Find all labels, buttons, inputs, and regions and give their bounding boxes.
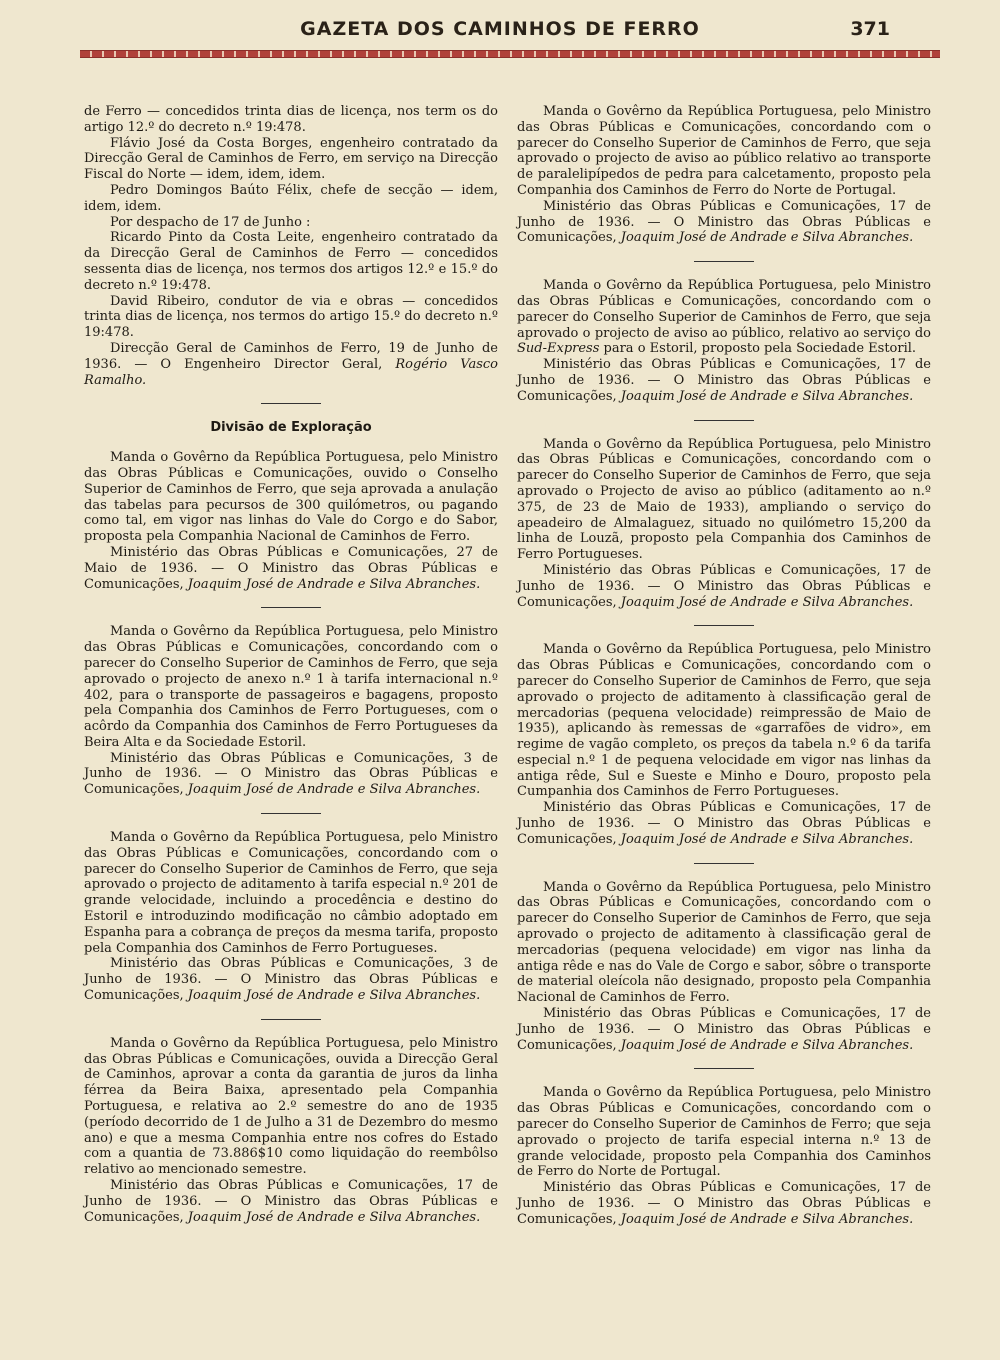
decree-dateline (517, 199, 931, 246)
divider (694, 625, 754, 626)
signature: Rogério Vasco Ramalho. (84, 356, 498, 388)
decree-dateline (517, 563, 931, 610)
decree-paragraph: Manda o Govêrno da República Portuguesa, pelo Ministro das Obras Públicas e Comunicações, concordando com o parecer do Conselho Superior de Caminhos de Ferro, que seja aprovado o Projecto de aviso ao público (aditamento ao n.º 375, de 23 de Maio de 1933), ampliando o serviço do apeadeiro de Almalaguez, situado no quilómetro 15,200 da linha de Louzã, proposto pela Companhia dos Caminhos de Ferro Portugueses. (517, 436, 931, 563)
dateline: Ministério das Obras Públicas e Comunicações, 27 de Maio de 1936. — O Ministro das Obras Públicas e Comunicações, (84, 544, 498, 592)
divider (694, 863, 754, 864)
paragraph: de Ferro — concedidos trinta dias de licença, nos term os do artigo 12.º do decreto n.º 19:478. (84, 104, 498, 135)
decree-paragraph: Manda o Govêrno da República Portuguesa, pelo Ministro das Obras Públicas e Comunicações, ouvida a Direcção Geral de Caminhos, aprovar a conta da garantia de juros da linha férrea da Beira Baixa, apresentado pela Companhia Portuguesa, e relativa ao 2.º semestre do ano de 1935 (período decorrido de 1 de Julho a 31 de Dezembro do mesmo ano) e que a mesma Companhia entre nos cofres do Estado com a quantia de 73.886$10 como liquidação do reembôlso relativo ao mencionado semestre. (84, 1035, 498, 1178)
signature: Joaquim José de Andrade e Silva Abranches. (620, 1211, 914, 1227)
decree-dateline (517, 1006, 931, 1053)
page-number: 371 (850, 18, 890, 40)
divider (694, 420, 754, 421)
decree-text: Manda o Govêrno da República Portuguesa, pelo Ministro das Obras Públicas e Comunicações, concordando com o parecer do Conselho Superior de Caminhos de Ferro, que seja aprovado o projecto de aviso ao público, relativo ao serviço do (517, 278, 931, 341)
decree-dateline (517, 800, 931, 847)
divider (694, 261, 754, 262)
divider (261, 607, 321, 608)
decree-dateline (84, 751, 498, 798)
train-name: Sud-Express (517, 341, 600, 357)
section-heading: Divisão de Exploração (210, 420, 372, 436)
journal-title: GAZETA DOS CAMINHOS DE FERRO (300, 18, 700, 40)
dateline: Ministério das Obras Públicas e Comunicações, 17 de Junho de 1936. — O Ministro das Obras Públicas e Comunicações, (84, 1178, 498, 1225)
decree-dateline (84, 956, 498, 1003)
decree-paragraph: Manda o Govêrno da República Portuguesa, pelo Ministro das Obras Públicas e Comunicações, ouvido o Conselho Superior de Caminhos de Ferro, que seja aprovada a anulação das tabelas para pecursos de 300 quilómetros, ou pagando como tal, em vigor nas linhas do Vale do Corgo e do Sabor, proposta pela Companhia Nacional de Caminhos de Ferro. (84, 450, 498, 545)
decree-paragraph: Manda o Govêrno da República Portuguesa, pelo Ministro das Obras Públicas e Comunicações, concordando com o parecer do Conselho Superior de Caminhos de Ferro, que seja aprovado o projecto de aditamento à classificação geral de mercadorias (pequena velocidade) em vigor nas linha da antiga rêde e nas do Vale de Corgo e sabor, sôbre o transporte de material oleícola não designado, proposto pela Companhia Nacional de Caminhos de Ferro. (517, 879, 931, 1006)
dateline: Ministério das Obras Públicas e Comunicações, 17 de Junho de 1936. — O Ministro das Obras Públicas e Comunicações, (517, 1006, 931, 1053)
dateline: Ministério das Obras Públicas e Comunicações, 17 de Junho de 1936. — O Ministro das Obras Públicas e Comunicações, (517, 357, 931, 404)
paragraph: Pedro Domingos Baúto Félix, chefe de secção — idem, idem, idem. (84, 182, 498, 214)
dateline: Ministério das Obras Públicas e Comunicações, 17 de Junho de 1936. — O Ministro das Obras Públicas e Comunicações, (517, 198, 931, 246)
decree-paragraph (517, 278, 931, 357)
decree-paragraph: Manda o Govêrno da República Portuguesa, pelo Ministro das Obras Públicas e Comunicações, concordando com o parecer do Conselho Superior de Caminhos de Ferro; que seja aprovado o projecto de tarifa especial interna n.º 13 de grande velocidade, proposto pela Companhia dos Caminhos de Ferro do Norte de Portugal. (517, 1085, 931, 1180)
paragraph: David Ribeiro, condutor de via e obras — concedidos trinta dias de licença, nos termos do artigo 15.º do decreto n.º 19:478. (84, 293, 498, 341)
divider (261, 813, 321, 814)
dateline: Ministério das Obras Públicas e Comunicações, 17 de Junho de 1936. — O Ministro das Obras Públicas e Comunicações, (517, 800, 931, 847)
signature: Joaquim José de Andrade e Silva Abranches. (620, 594, 914, 610)
paragraph: Ricardo Pinto da Costa Leite, engenheiro contratado da da Direcção Geral de Caminhos de Ferro — concedidos sessenta dias de licença, nos termos dos artigos 12.º e 15.º do decreto n.º 19:478. (84, 230, 498, 293)
header-ornament-rule (80, 50, 940, 58)
signature: Joaquim José de Andrade e Silva Abranches. (620, 1037, 914, 1053)
divider (261, 1019, 321, 1020)
signature: Joaquim José de Andrade e Silva Abranches. (620, 388, 914, 404)
decree-paragraph: Manda o Govêrno da República Portuguesa, pelo Ministro das Obras Públicas e Comunicações, concordando com o parecer do Conselho Superior de Caminhos de Ferro, que seja aprovado o projecto de aditamento à tarifa especial n.º 201 de grande velocidade, incluindo a procedência e destino do Estoril e introduzindo modificação no câmbio adoptado em Espanha para a cobrança de preços da mesma tarifa, proposto pela Companhia dos Caminhos de Ferro Portugueses. (84, 830, 498, 956)
decree-dateline (84, 1178, 498, 1225)
signature: Joaquim José de Andrade e Silva Abranches. (620, 831, 914, 847)
decree-paragraph: Manda o Govêrno da República Portuguesa, pelo Ministro das Obras Públicas e Comunicações, concordando com o parecer do Conselho Superior de Caminhos de Ferro, que seja aprovado o projecto de anexo n.º 1 à tarifa internacional n.º 402, para o transporte de passageiros e bagagens, proposto pela Companhia dos Caminhos de Ferro Portugueses, com o acôrdo da Companhia dos Caminhos de Ferro Portugueses da Beira Alta e da Sociedade Estoril. (84, 624, 498, 750)
right-column (517, 104, 931, 1228)
paragraph: Por despacho de 17 de Junho : (110, 214, 311, 230)
decree-dateline (84, 545, 498, 592)
decree-paragraph: Manda o Govêrno da República Portuguesa, pelo Ministro das Obras Públicas e Comunicações, concordando com o parecer do Conselho Superior de Caminhos de Ferro, que seja aprovado o projecto de aviso ao público relativo ao transporte de paralelipípedos de pedra para calcetamento, proposto pela Companhia dos Caminhos de Ferro do Norte de Portugal. (517, 104, 931, 198)
signature: Joaquim José de Andrade e Silva Abranches. (187, 782, 481, 798)
dateline: Ministério das Obras Públicas e Comunicações, 3 de Junho de 1936. — O Ministro das Obras Públicas e Comunicações, (84, 750, 498, 798)
dateline: Ministério das Obras Públicas e Comunicações, 17 de Junho de 1936. — O Ministro das Obras Públicas e Comunicações, (517, 1180, 931, 1227)
paragraph: Flávio José da Costa Borges, engenheiro contratado da Direcção Geral de Caminhos de Ferro, em serviço na Direcção Fiscal do Norte — idem, idem, idem. (84, 135, 498, 183)
decree-dateline (517, 1180, 931, 1227)
signature: Joaquim José de Andrade e Silva Abranches. (187, 576, 481, 592)
left-column (84, 104, 498, 1225)
decree-dateline (517, 357, 931, 404)
signature-paragraph (84, 341, 498, 388)
signature: Joaquim José de Andrade e Silva Abranches. (187, 988, 481, 1004)
decree-paragraph: Manda o Govêrno da República Portuguesa, pelo Ministro das Obras Públicas e Comunicações, concordando com o parecer do Conselho Superior de Caminhos de Ferro, que seja aprovado o projecto de aditamento à classificação geral de mercadorias (pequena velocidade) reimpressão de Maio de 1935), aplicando às remessas de «garrafões de vidro», em regime de vagão completo, os preços da tabela n.º 6 da tarifa especial n.º 1 de pequena velocidade em vigor nas linhas da antiga rêde, Sul e Sueste e Minho e Douro, proposto pela Cumpanhia dos Caminhos de Ferro Portugueses. (517, 642, 931, 800)
signature: Joaquim José de Andrade e Silva Abranches. (187, 1209, 481, 1225)
dateline: Direcção Geral de Caminhos de Ferro, 19 de Junho de 1936. — O Engenheiro Director Geral, (84, 340, 498, 372)
dateline: Ministério das Obras Públicas e Comunicações, 17 de Junho de 1936. — O Ministro das Obras Públicas e Comunicações, (517, 562, 931, 610)
signature: Joaquim José de Andrade e Silva Abranches. (620, 230, 914, 246)
dateline: Ministério das Obras Públicas e Comunicações, 3 de Junho de 1936. — O Ministro das Obras Públicas e Comunicações, (84, 956, 498, 1004)
divider (261, 403, 321, 404)
decree-text: para o Estoril, proposto pela Sociedade Estoril. (599, 341, 917, 357)
divider (694, 1068, 754, 1069)
